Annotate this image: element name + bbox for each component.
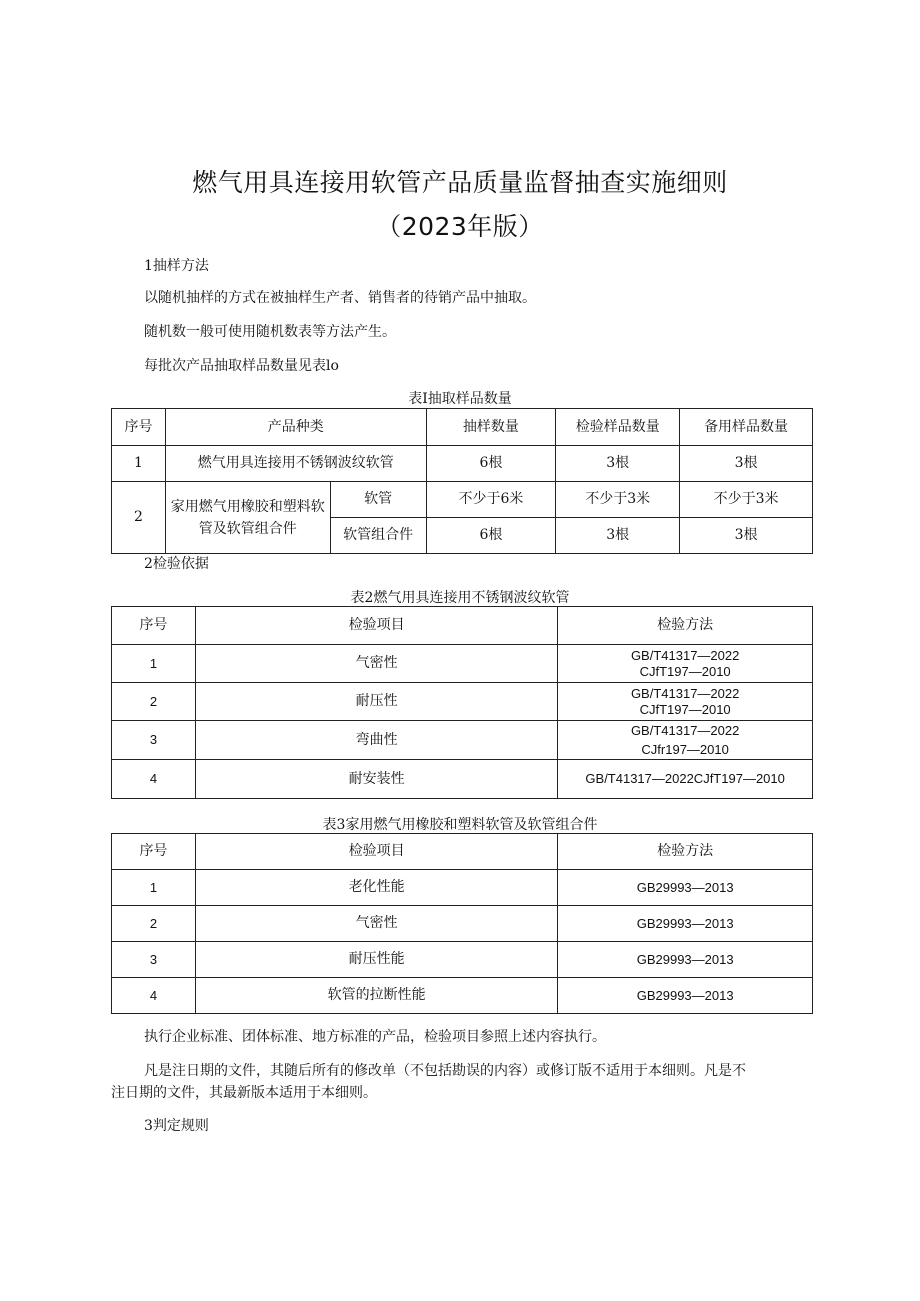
section-1-paragraph-2: 随机数一般可使用随机数表等方法产生。 [144,324,396,340]
table-row [112,721,813,760]
row-no: 2 [112,906,196,942]
section-1-paragraph-1: 以随机抽样的方式在被抽样生产者、销售者的待销产品中抽取。 [144,290,536,306]
row-test-qty: 不少于3米 [556,482,680,518]
method-line-1: GB/T41317—2022 [630,647,740,663]
section-1-paragraph-3: 每批次产品抽取样品数量见表lo [144,358,339,374]
section-2-heading: 2检验依据 [144,556,209,572]
row-no: 2 [112,482,166,554]
method-line-1: GB/T41317—2022 [630,723,740,738]
header-test-method: 检验方法 [558,607,813,645]
header-test-method: 检验方法 [558,834,813,870]
subtype-name: 软管 [330,482,426,518]
row-category: 燃气用具连接用不锈钢波纹软管 [165,446,426,482]
header-no: 序号 [112,834,196,870]
table-row [112,645,813,683]
header-test-item: 检验项目 [195,607,557,645]
sampling-table [111,408,813,554]
table-row [112,760,813,799]
row-test-method: GB29993—2013 [558,942,813,978]
row-no: 1 [112,446,166,482]
note-paragraph-2-line-1: 凡是注日期的文件，其随后所有的修改单（不包括勘误的内容）或修订版不适用于本细则。凡是不 [144,1063,746,1079]
stainless-hose-test-table [111,606,813,799]
row-test-qty: 3根 [556,518,680,554]
row-test-item: 老化性能 [195,870,557,906]
row-sample-qty: 6根 [426,518,556,554]
row-test-item: 气密性 [195,645,557,683]
method-line-2: CJfT197—2010 [639,701,731,717]
note-paragraph-1: 执行企业标准、团体标准、地方标准的产品，检验项目参照上述内容执行。 [144,1029,606,1045]
page-subtitle: （2023年版） [376,212,544,241]
row-test-method [558,721,813,760]
header-no: 序号 [112,409,166,446]
row-test-method: GB/T41317—2022CJfT197—2010 [558,760,813,799]
table-row [112,870,813,906]
row-backup-qty: 不少于3米 [680,482,813,518]
table-2-caption: 表2燃气用具连接用不锈钢波纹软管 [350,590,570,606]
table-row [112,906,813,942]
table-row [112,942,813,978]
table-3-caption: 表3家用燃气用橡胶和塑料软管及软管组合件 [322,817,598,833]
row-test-method [558,645,813,683]
row-no: 3 [112,942,196,978]
page-title: 燃气用具连接用软管产品质量监督抽查实施细则 [192,168,728,197]
row-no: 4 [112,760,196,799]
row-test-method: GB29993—2013 [558,870,813,906]
row-test-item: 软管的拉断性能 [195,978,557,1014]
row-test-qty: 3根 [556,446,680,482]
header-sample-qty: 抽样数量 [426,409,556,446]
row-sample-qty: 不少于6米 [426,482,556,518]
row-backup-qty: 3根 [680,518,813,554]
table-row [112,482,813,518]
table-1-caption: 表I抽取样品数量 [408,391,512,407]
method-line-2: CJfT197—2010 [639,663,731,679]
rubber-plastic-hose-test-table [111,833,813,1014]
header-backup-qty: 备用样品数量 [680,409,813,446]
row-backup-qty: 3根 [680,446,813,482]
table-row [112,446,813,482]
table-row [112,683,813,721]
row-test-item: 弯曲性 [195,721,557,760]
row-sample-qty: 6根 [426,446,556,482]
row-category: 家用燃气用橡胶和塑料软管及软管组合件 [165,482,330,554]
header-test-qty: 检验样品数量 [556,409,680,446]
row-no: 1 [112,645,196,683]
row-test-item: 耐压性能 [195,942,557,978]
header-category: 产品种类 [165,409,426,446]
subtype-name: 软管组合件 [330,518,426,554]
method-line-1: GB/T41317—2022 [630,685,740,701]
section-1-heading: 1抽样方法 [144,258,209,274]
row-test-method: GB29993—2013 [558,978,813,1014]
row-test-item: 气密性 [195,906,557,942]
method-line-2: CJfr197—2010 [641,742,729,757]
row-no: 4 [112,978,196,1014]
section-3-heading: 3判定规则 [144,1118,209,1134]
table-row [112,978,813,1014]
row-no: 1 [112,870,196,906]
row-test-item: 耐安装性 [195,760,557,799]
row-test-method: GB29993—2013 [558,906,813,942]
header-no: 序号 [112,607,196,645]
header-test-item: 检验项目 [195,834,557,870]
note-paragraph-2-line-2: 注日期的文件，其最新版本适用于本细则。 [111,1085,377,1101]
row-no: 2 [112,683,196,721]
row-test-item: 耐压性 [195,683,557,721]
row-no: 3 [112,721,196,760]
row-test-method [558,683,813,721]
